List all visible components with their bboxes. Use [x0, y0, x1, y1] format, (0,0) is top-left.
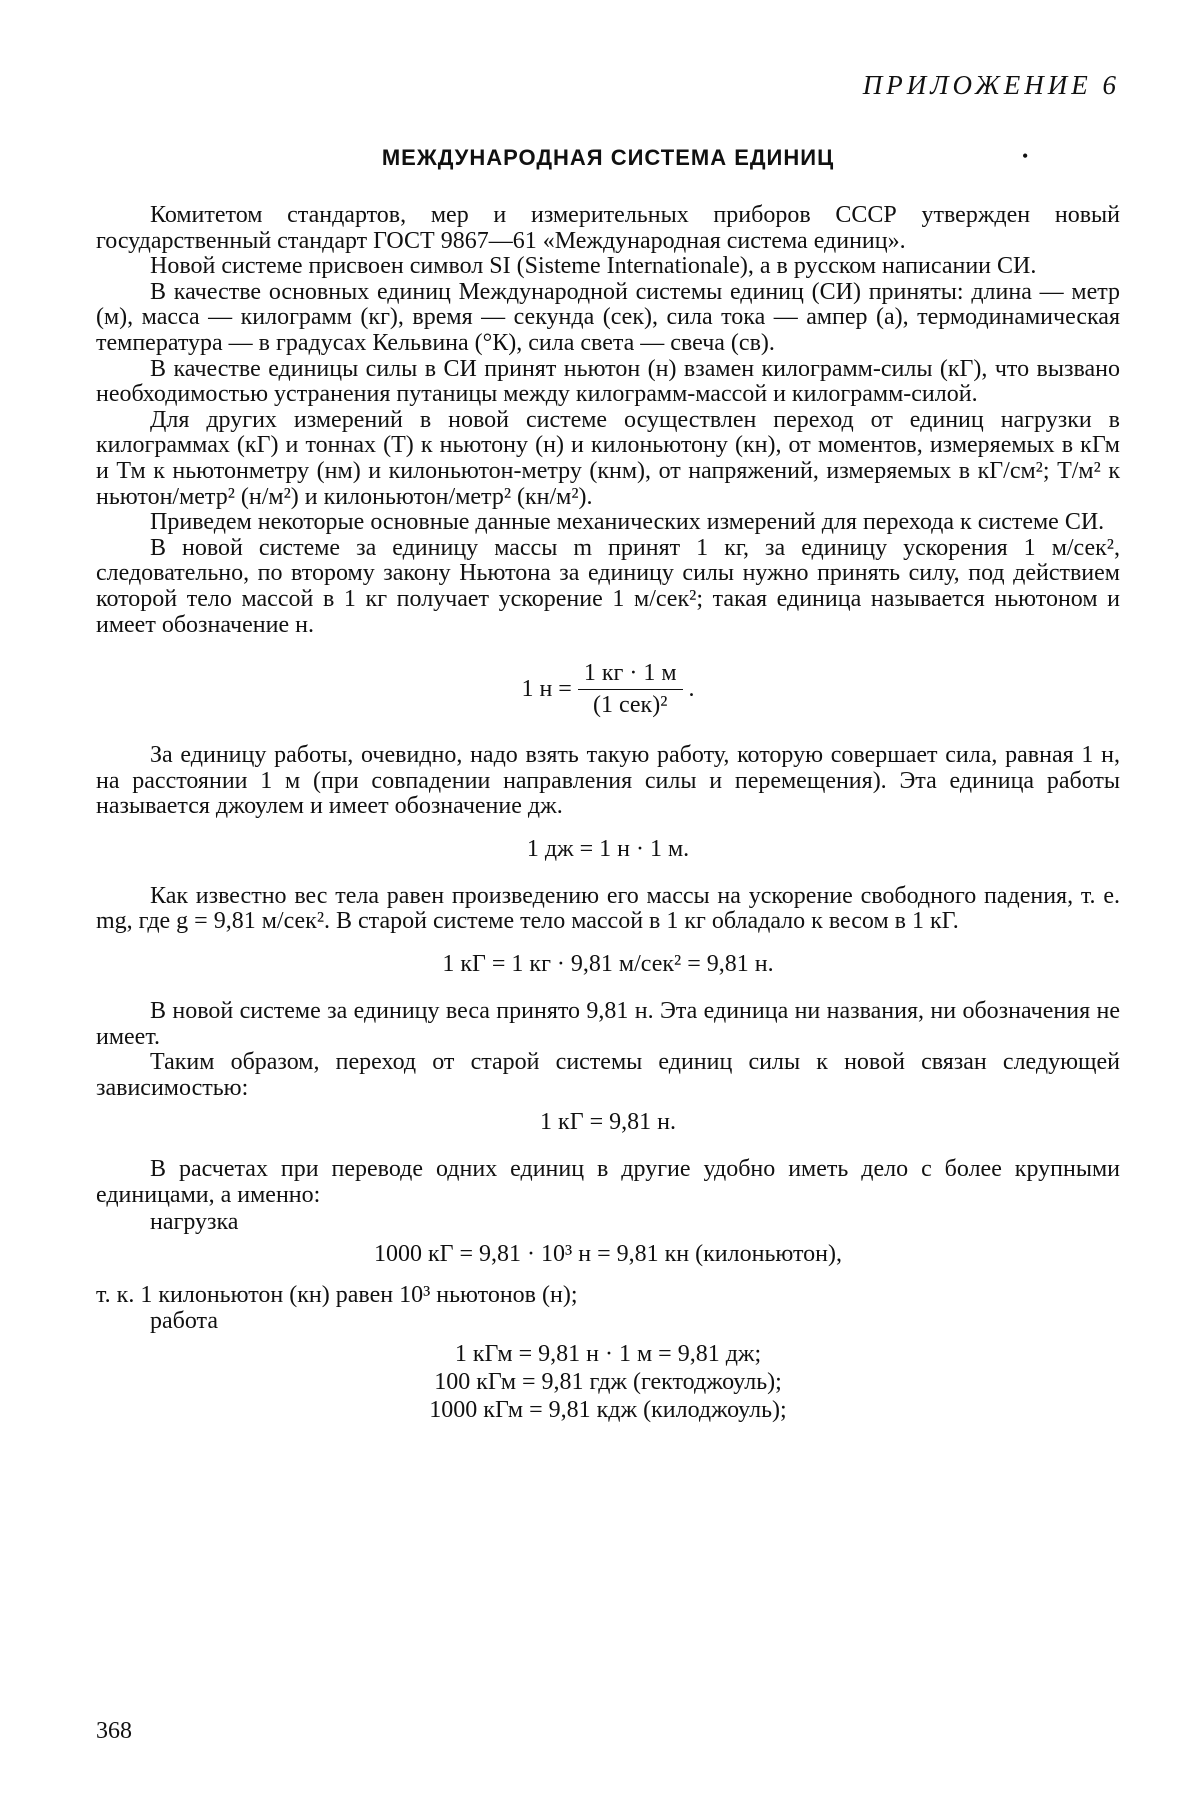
label-work: работа — [150, 1308, 218, 1335]
fraction-denominator: (1 сек)² — [592, 692, 668, 719]
label-load: нагрузка — [150, 1208, 239, 1235]
paragraph-mass-unit: В новой системе за единицу массы m принят 1 кг, за единицу ускорения 1 м/сек², следовательно, по второму закону Ньютона за единицу силы нужно принять силу, под действием которой тело массой в 1 кг получает ускорение 1 м/сек²; такая единица называется ньютоном и имеет обозначение н. — [96, 534, 1120, 638]
stray-dot: • — [1022, 146, 1029, 166]
paragraph-transition: Таким образом, переход от старой системы единиц силы к новой связан следующей зависимостью: — [96, 1049, 1120, 1101]
paragraph-mechanical-data: Приведем некоторые основные данные механических измерений для перехода к системе СИ. — [150, 509, 1105, 536]
formula-newton — [96, 660, 1120, 719]
formula-work-line: 1 кГм = 9,81 н · 1 м = 9,81 дж; — [454, 1341, 762, 1368]
paragraph-kilonewton: т. к. 1 килоньютон (кн) равен 10³ ньютонов (н); — [96, 1281, 578, 1308]
paragraph-weight: Как известно вес тела равен произведению его массы на ускорение свободного падения, т. е. mg, где g = 9,81 м/сек². В старой системе тело массой в 1 кг обладало к весом в 1 кГ. — [96, 882, 1120, 935]
formula-load: 1000 кГ = 9,81 · 10³ н = 9,81 кн (килоньютон), — [373, 1240, 843, 1267]
paragraph-newton: В качестве единицы силы в СИ принят ньютон (н) взамен килограмм-силы (кГ), что вызвано необходимостью устранения путаницы между килограмм-массой и килограмм-силой. — [96, 355, 1120, 408]
page-title: МЕЖДУНАРОДНАЯ СИСТЕМА ЕДИНИЦ — [381, 145, 835, 170]
paragraph-symbol: Новой системе присвоен символ SI (Sisteme Internationale), а в русском написании СИ. — [150, 253, 1037, 280]
formulas-work — [96, 1340, 1120, 1424]
paragraph-large-units: В расчетах при переводе одних единиц в другие удобно иметь дело с более крупными единицами, а именно: — [96, 1156, 1120, 1209]
appendix-heading: ПРИЛОЖЕНИЕ 6 — [862, 70, 1120, 100]
formula-joule: 1 дж = 1 н · 1 м. — [526, 835, 690, 862]
formula-newton-suffix: . — [688, 676, 695, 703]
paragraph-other-measures: Для других измерений в новой системе осуществлен переход от единиц нагрузки в килограммах (кГ) и тоннах (Т) к ньютону (н) и килоньютону (кн), от моментов, измеряемых в кГм и Тм к ньютонметру (нм) и килоньютон-метру (кнм), от напряжений, измеряемых в кГ/см²; Т/м² к ньютон/метр² (н/м²) и килоньютон/метр² (кн/м²). — [96, 406, 1120, 510]
paragraph-gost: Комитетом стандартов, мер и измерительных приборов СССР утвержден новый государственный стандарт ГОСТ 9867—61 «Международная система единиц». — [96, 202, 1120, 254]
formula-work-line: 100 кГм = 9,81 гдж (гектоджоуль); — [434, 1369, 782, 1396]
formula-kgf: 1 кГ = 1 кг · 9,81 м/сек² = 9,81 н. — [442, 951, 774, 978]
formula-newton-left: 1 н = — [521, 676, 572, 703]
formula-work-line: 1000 кГм = 9,81 кдж (килоджоуль); — [429, 1397, 787, 1424]
page-number: 368 — [96, 1718, 132, 1744]
paragraph-weight-unit: В новой системе за единицу веса принято 9,81 н. Эта единица ни названия, ни обозначения не имеет. — [96, 998, 1120, 1050]
formula-transition: 1 кГ = 9,81 н. — [540, 1109, 676, 1136]
paragraph-base-units: В качестве основных единиц Международной системы единиц (СИ) приняты: длина — метр (м), масса — килограмм (кг), время — секунда (сек), сила тока — ампер (а), термодинамическая температура — в градусах Кельвина (°К), сила света — свеча (св). — [96, 278, 1120, 356]
fraction — [578, 660, 683, 719]
fraction-numerator: 1 кг · 1 м — [578, 660, 683, 690]
paragraph-work-unit: За единицу работы, очевидно, надо взять такую работу, которую совершает сила, равная 1 н, на расстоянии 1 м (при совпадении направления силы и перемещения). Эта единица работы называется джоулем и имеет обозначение дж. — [96, 742, 1120, 820]
